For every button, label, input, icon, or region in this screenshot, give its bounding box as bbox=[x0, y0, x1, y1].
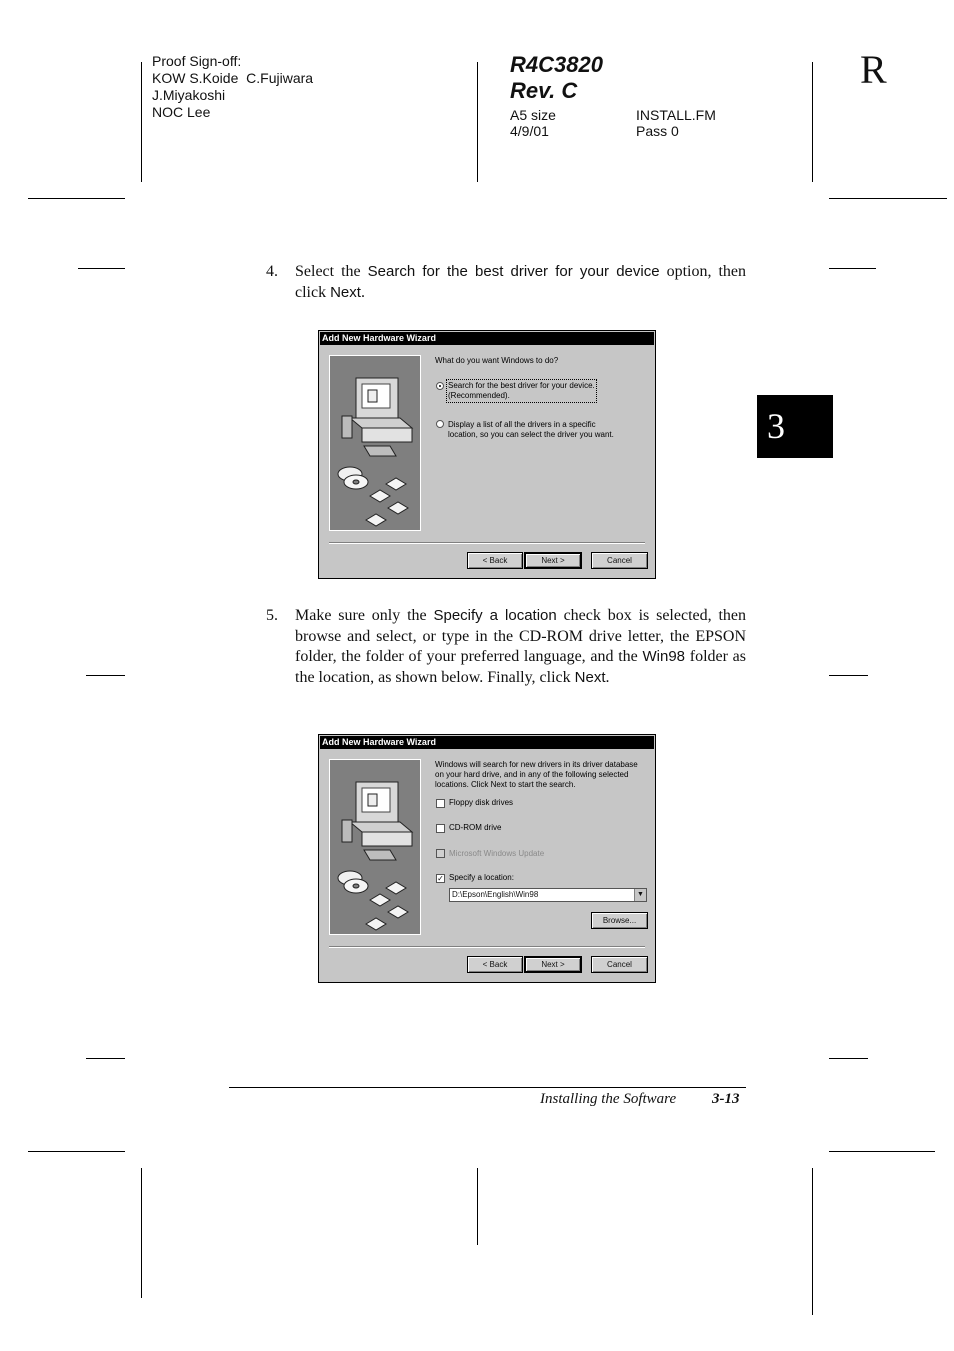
specify-location-label[interactable]: Specify a location: bbox=[449, 873, 514, 882]
browse-button[interactable]: Browse... bbox=[591, 912, 648, 929]
step-4 bbox=[266, 262, 746, 303]
crop-mark bbox=[829, 198, 947, 199]
revision-block bbox=[510, 52, 603, 104]
floppy-drives-checkbox[interactable] bbox=[436, 799, 445, 808]
back-button[interactable]: < Back bbox=[467, 956, 523, 973]
search-best-driver-label[interactable]: Search for the best driver for your device. (Recommended). bbox=[448, 381, 595, 400]
floppy-drives-label[interactable]: Floppy disk drives bbox=[449, 798, 514, 807]
footer-rule bbox=[229, 1087, 746, 1088]
crop-mark bbox=[86, 675, 125, 676]
crop-mark bbox=[812, 62, 813, 182]
crop-mark bbox=[28, 198, 125, 199]
dialog-separator bbox=[329, 946, 645, 948]
dialog-separator bbox=[329, 542, 645, 544]
cancel-button[interactable]: Cancel bbox=[591, 552, 648, 569]
next-button[interactable]: Next > bbox=[524, 552, 582, 569]
proof-line: J.Miyakoshi bbox=[152, 87, 226, 103]
specify-location-checkbox[interactable]: ✓ bbox=[437, 874, 444, 883]
page-size: A5 size bbox=[510, 107, 556, 123]
dialog-title-bar: Add New Hardware Wizard bbox=[320, 736, 654, 749]
location-combobox[interactable] bbox=[449, 888, 647, 902]
pass-number: Pass 0 bbox=[636, 123, 679, 139]
section-title: Installing the Software bbox=[540, 1091, 677, 1107]
back-button[interactable]: < Back bbox=[467, 552, 523, 569]
proof-line: KOW S.Koide C.Fujiwara bbox=[152, 70, 314, 86]
cdrom-drive-label[interactable]: CD-ROM drive bbox=[449, 823, 502, 832]
location-value: D:\Epson\English\Win98 bbox=[452, 890, 539, 899]
file-name: INSTALL.FM bbox=[636, 107, 716, 123]
crop-mark bbox=[141, 62, 142, 182]
computer-icon bbox=[330, 760, 420, 934]
search-info-text: Windows will search for new drivers in its driver database on your hard drive, and in any of the following selected locations. Click Next to start the search. bbox=[435, 760, 638, 789]
search-best-driver-radio[interactable] bbox=[436, 382, 444, 390]
wizard-dialog-search-options bbox=[318, 330, 656, 579]
computer-cd-illustration bbox=[329, 355, 421, 531]
display-driver-list-label[interactable]: Display a list of all the drivers in a specific location, so you can select the driver you want. bbox=[448, 420, 614, 439]
step-text: Select the Search for the best driver for your device option, then click Next. bbox=[295, 263, 747, 301]
page-number: 3-13 bbox=[712, 1091, 740, 1107]
dialog-title-bar: Add New Hardware Wizard bbox=[320, 332, 654, 345]
model-number: R4C3820 bbox=[510, 52, 603, 77]
crop-mark bbox=[78, 268, 125, 269]
proof-line: Proof Sign-off: bbox=[152, 53, 242, 69]
wizard-question: What do you want Windows to do? bbox=[435, 356, 559, 365]
windows-update-checkbox[interactable] bbox=[436, 849, 445, 858]
next-button[interactable]: Next > bbox=[524, 956, 582, 973]
crop-mark bbox=[86, 1058, 125, 1059]
crop-mark bbox=[28, 1151, 125, 1152]
crop-mark bbox=[141, 1168, 142, 1298]
right-page-mark: R bbox=[860, 47, 887, 92]
cancel-button[interactable]: Cancel bbox=[591, 956, 648, 973]
crop-mark bbox=[812, 1168, 813, 1315]
crop-mark bbox=[829, 1151, 935, 1152]
date: 4/9/01 bbox=[510, 123, 549, 139]
windows-update-label[interactable]: Microsoft Windows Update bbox=[449, 849, 545, 858]
revision-label: Rev. C bbox=[510, 78, 578, 103]
computer-cd-illustration bbox=[329, 759, 421, 935]
wizard-dialog-search-locations bbox=[318, 734, 656, 983]
step-text: Make sure only the Specify a location check box is selected, then browse and select, or type in the CD-ROM drive letter, the EPSON folder, the folder of your preferred language, and the Win98 folder as the location, as shown below. Finally, click Next. bbox=[295, 607, 747, 686]
display-driver-list-radio[interactable] bbox=[436, 420, 444, 428]
crop-mark bbox=[477, 1168, 478, 1245]
chapter-tab: 3 bbox=[757, 395, 833, 458]
crop-mark bbox=[829, 1058, 868, 1059]
dropdown-arrow-icon[interactable]: ▼ bbox=[634, 889, 646, 901]
step-number: 4. bbox=[266, 263, 278, 280]
proof-line: NOC Lee bbox=[152, 104, 211, 120]
cdrom-drive-checkbox[interactable] bbox=[436, 824, 445, 833]
crop-mark bbox=[477, 62, 478, 182]
proof-signoff bbox=[152, 53, 313, 121]
crop-mark bbox=[829, 268, 876, 269]
crop-mark bbox=[829, 675, 868, 676]
step-5 bbox=[266, 606, 746, 688]
step-number: 5. bbox=[266, 607, 278, 624]
computer-icon bbox=[330, 356, 420, 530]
